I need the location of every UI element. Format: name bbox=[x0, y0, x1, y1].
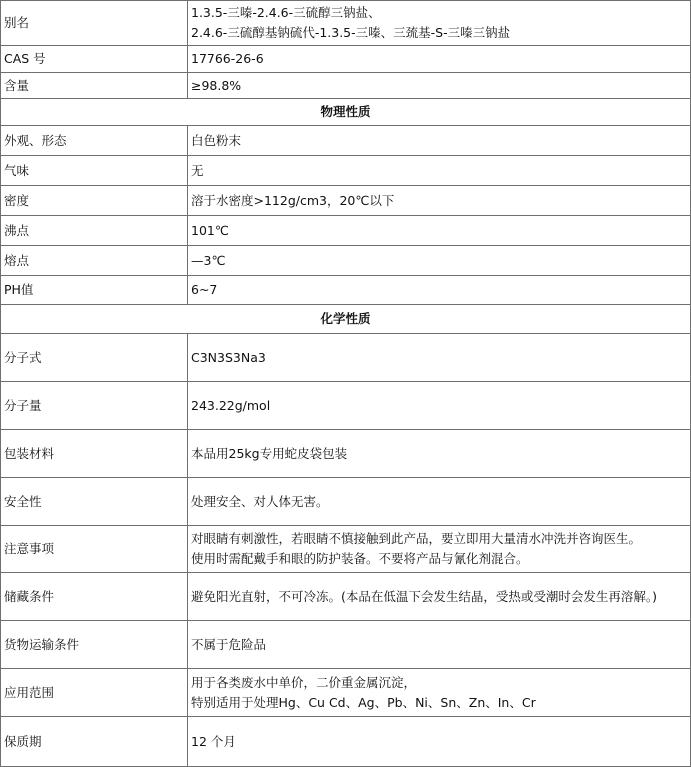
spec-label: 保质期 bbox=[1, 717, 188, 767]
spec-value bbox=[188, 186, 691, 216]
spec-value-line: 使用时需配戴手和眼的防护装备。不要将产品与氰化剂混合。 bbox=[191, 551, 529, 566]
section-chemical-properties bbox=[1, 305, 691, 334]
spec-value bbox=[188, 156, 691, 186]
spec-value-line: —3℃ bbox=[191, 252, 226, 268]
spec-value-line: 处理安全、对人体无害。 bbox=[191, 493, 329, 509]
spec-row bbox=[1, 478, 691, 526]
spec-value bbox=[188, 46, 691, 73]
spec-row bbox=[1, 621, 691, 669]
spec-label: 分子量 bbox=[1, 382, 188, 430]
spec-value-line: 用于各类废水中单价，二价重金属沉淀， bbox=[191, 674, 417, 690]
spec-label: 包装材料 bbox=[1, 430, 188, 478]
spec-value bbox=[188, 430, 691, 478]
spec-value bbox=[188, 526, 691, 573]
spec-label: 熔点 bbox=[1, 246, 188, 276]
spec-row bbox=[1, 126, 691, 156]
spec-label: 气味 bbox=[1, 156, 188, 186]
spec-table-body bbox=[1, 1, 691, 767]
spec-value-line: 本品用25kg专用蛇皮袋包装 bbox=[191, 445, 348, 461]
spec-row bbox=[1, 276, 691, 305]
spec-value-line: 243.22g/mol bbox=[191, 397, 271, 413]
spec-value bbox=[188, 573, 691, 621]
spec-label: 应用范围 bbox=[1, 669, 188, 717]
spec-row bbox=[1, 216, 691, 246]
spec-value-line: 无 bbox=[191, 162, 204, 178]
spec-row bbox=[1, 382, 691, 430]
spec-row bbox=[1, 717, 691, 767]
spec-row bbox=[1, 46, 691, 73]
spec-label: 分子式 bbox=[1, 334, 188, 382]
spec-row bbox=[1, 573, 691, 621]
spec-value-line: 101℃ bbox=[191, 222, 229, 238]
spec-value-line: 避免阳光直射，不可冷冻。(本品在低温下会发生结晶，受热或受潮时会发生再溶解。) bbox=[191, 588, 658, 604]
spec-value-line: C3N3S3Na3 bbox=[191, 349, 266, 365]
spec-value-line: 17766-26-6 bbox=[191, 51, 264, 66]
spec-row bbox=[1, 73, 691, 99]
spec-row bbox=[1, 1, 691, 46]
spec-row bbox=[1, 334, 691, 382]
spec-value-line: 对眼睛有刺激性，若眼睛不慎接触到此产品，要立即用大量清水冲洗并咨询医生。 bbox=[191, 531, 642, 546]
spec-label: 储藏条件 bbox=[1, 573, 188, 621]
spec-row bbox=[1, 669, 691, 717]
spec-label: 密度 bbox=[1, 186, 188, 216]
spec-value bbox=[188, 334, 691, 382]
section-physical-properties bbox=[1, 99, 691, 126]
spec-value-line: 2.4.6-三硫醇基钠硫代-1.3.5-三嗪、三巯基-S-三嗪三钠盐 bbox=[191, 25, 511, 40]
spec-value bbox=[188, 621, 691, 669]
spec-value bbox=[188, 276, 691, 305]
spec-label: 含量 bbox=[1, 73, 188, 99]
spec-label: PH值 bbox=[1, 276, 188, 305]
spec-value bbox=[188, 1, 691, 46]
spec-label: 外观、形态 bbox=[1, 126, 188, 156]
spec-value bbox=[188, 382, 691, 430]
spec-value-line: 白色粉末 bbox=[191, 132, 242, 148]
spec-value bbox=[188, 669, 691, 717]
spec-label: 安全性 bbox=[1, 478, 188, 526]
spec-value bbox=[188, 126, 691, 156]
spec-label: 别名 bbox=[1, 1, 188, 46]
spec-value-line: 6~7 bbox=[191, 282, 218, 297]
spec-value-line: 溶于水密度>112g/cm3，20℃以下 bbox=[191, 192, 395, 208]
spec-label: 沸点 bbox=[1, 216, 188, 246]
section-heading: 物理性质 bbox=[1, 99, 691, 126]
spec-row bbox=[1, 156, 691, 186]
spec-value bbox=[188, 246, 691, 276]
spec-label: CAS 号 bbox=[1, 46, 188, 73]
spec-value-line: 1.3.5-三嗪-2.4.6-三硫醇三钠盐、 bbox=[191, 5, 381, 20]
spec-value-line: ≥98.8% bbox=[191, 77, 242, 93]
spec-value-line: 12 个月 bbox=[191, 733, 236, 749]
section-heading: 化学性质 bbox=[1, 305, 691, 334]
spec-value-line: 特别适用于处理Hg、Cu Cd、Ag、Pb、Ni、Sn、Zn、In、Cr bbox=[191, 694, 536, 710]
spec-row bbox=[1, 246, 691, 276]
spec-row bbox=[1, 430, 691, 478]
spec-value bbox=[188, 478, 691, 526]
spec-label: 注意事项 bbox=[1, 526, 188, 573]
spec-value bbox=[188, 73, 691, 99]
spec-value bbox=[188, 216, 691, 246]
spec-value bbox=[188, 717, 691, 767]
spec-label: 货物运输条件 bbox=[1, 621, 188, 669]
spec-row bbox=[1, 186, 691, 216]
spec-row bbox=[1, 526, 691, 573]
spec-value-line: 不属于危险品 bbox=[191, 636, 267, 652]
